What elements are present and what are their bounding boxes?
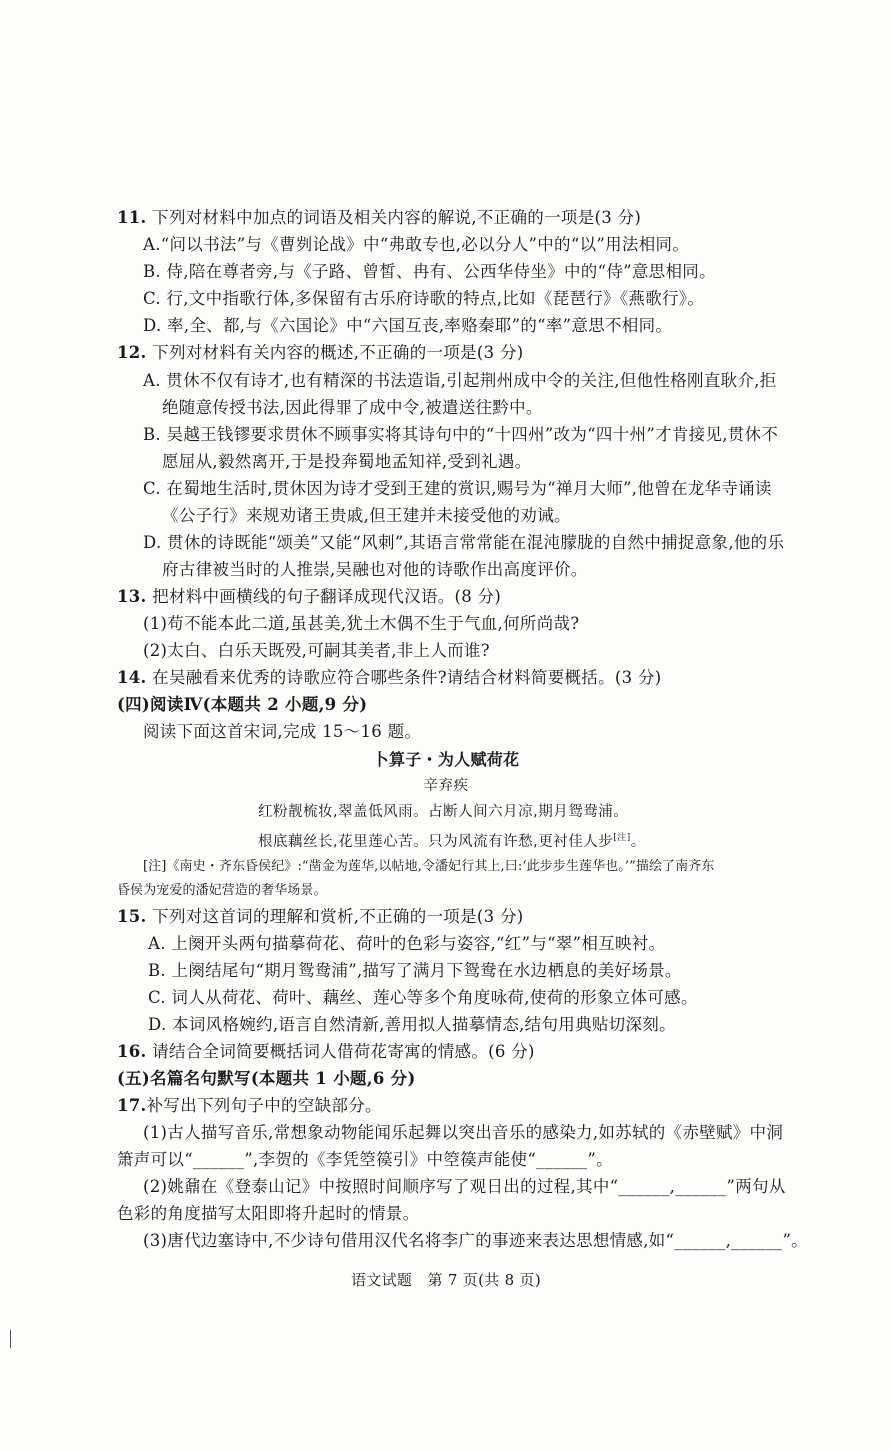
question-11-option-b: B. 侍,陪在尊者旁,与《子路、曾皙、冉有、公西华侍坐》中的“侍”意思相同。: [143, 262, 716, 281]
question-11-option-a: A.“问以书法”与《曹刿论战》中“弗敢专也,必以分人”中的“以”用法相同。: [143, 235, 690, 254]
question-12-option-b-line2: 愿屈从,毅然离开,于是投奔蜀地孟知祥,受到礼遇。: [162, 452, 532, 471]
question-16-stem: [117, 1042, 535, 1062]
question-12-option-a-line2: 绝随意传授书法,因此得罪了成中令,被遣送往黔中。: [162, 398, 543, 417]
question-14-number: 14.: [117, 668, 147, 687]
question-12-option-d-line1: D. 贯休的诗既能“颂美”又能“风刺”,其语言常常能在混沌朦胧的自然中捕捉意象,他的乐: [143, 533, 785, 552]
page-footer: 语文试题 第 7 页(共 8 页): [351, 1271, 541, 1289]
question-12-option-c-line1: C. 在蜀地生活时,贯休因为诗才受到王建的赏识,赐号为“禅月大师”,他曾在龙华寺诵读: [143, 479, 772, 498]
question-17-text: 补写出下列句子中的空缺部分。: [146, 1096, 382, 1115]
question-13-sentence-2: (2)太白、白乐天既殁,可嗣其美者,非上人而谁?: [143, 641, 490, 660]
question-12-option-c-line2: 《公子行》来规劝诸王贵戚,但王建并未接受他的劝诫。: [162, 506, 571, 525]
question-12-stem: [117, 343, 524, 363]
question-15-text: 下列对这首词的理解和赏析,不正确的一项是(3 分): [152, 907, 524, 926]
question-15-option-b: B. 上阕结尾句“期月鸳鸯浦”,描写了满月下鸳鸯在水边栖息的美好场景。: [148, 961, 682, 980]
poem-note-line-1: [注]《南史・齐东昏侯纪》:“凿金为莲华,以帖地,令潘妃行其上,曰:‘此步步生莲华也。’”描绘了南齐东: [143, 859, 715, 874]
poem-note-marker: [注]: [613, 833, 631, 843]
question-11-option-c: C. 行,文中指歌行体,多保留有古乐府诗歌的特点,比如《琵琶行》《燕歌行》。: [143, 289, 705, 308]
poem-line-1: 红粉靓梳妆,翠盖低风雨。占断人间六月凉,期月鸳鸯浦。: [258, 804, 629, 820]
poem-note-line-2: 昏侯为宠爱的潘妃营造的奢华场景。: [117, 883, 327, 898]
scan-edge-mark: [10, 1330, 11, 1348]
question-11-text: 下列对材料中加点的词语及相关内容的解说,不正确的一项是(3 分): [152, 208, 642, 227]
question-13-sentence-1: (1)苟不能本此二道,虽甚美,犹土木偶不生于气血,何所尚哉?: [143, 614, 580, 633]
question-17-stem: [117, 1096, 382, 1116]
question-17-number: 17.: [117, 1096, 147, 1115]
section-4-title: (四)阅读Ⅳ(本题共 2 小题,9 分): [117, 695, 368, 714]
question-15-option-c: C. 词人从荷花、荷叶、藕丝、莲心等多个角度咏荷,使荷的形象立体可感。: [148, 988, 698, 1007]
question-15-option-a: A. 上阕开头两句描摹荷花、荷叶的色彩与姿容,“红”与“翠”相互映衬。: [148, 934, 666, 953]
question-14-text: 在吴融看来优秀的诗歌应符合哪些条件?请结合材料简要概括。(3 分): [152, 668, 662, 687]
question-11-option-d: D. 率,全、都,与《六国论》中“六国互丧,率赂秦耶”的“率”意思不相同。: [143, 316, 673, 335]
question-17-part-2-line2: 色彩的角度描写太阳即将升起时的情景。: [117, 1204, 420, 1223]
question-11-stem: [117, 208, 641, 228]
question-12-text: 下列对材料有关内容的概述,不正确的一项是(3 分): [152, 343, 524, 362]
poem-author: 辛弃疾: [423, 778, 469, 794]
question-12-option-a-line1: A. 贯休不仅有诗才,也有精深的书法造诣,引起荆州成中令的关注,但他性格刚直耿介,拒: [143, 371, 777, 390]
question-15-number: 15.: [117, 907, 147, 926]
question-15-stem: [117, 907, 524, 927]
question-12-number: 12.: [117, 343, 147, 362]
question-17-part-2-line1: (2)姚鼐在《登泰山记》中按照时间顺序写了观日出的过程,其中“______,______”两句从: [143, 1177, 786, 1196]
question-11-number: 11.: [117, 208, 147, 227]
poem-line-2: 根底藕丝长,花里莲心苦。只为风流有许愁,更衬佳人步[注]。: [258, 833, 646, 850]
question-17-part-1-line1: (1)古人描写音乐,常想象动物能闻乐起舞以突出音乐的感染力,如苏轼的《赤壁赋》中洞: [143, 1123, 784, 1142]
poem-line-2-text: 根底藕丝长,花里莲心苦。只为风流有许愁,更衬佳人步: [258, 833, 614, 850]
section-5-title: (五)名篇名句默写(本题共 1 小题,6 分): [117, 1069, 416, 1088]
question-16-text: 请结合全词简要概括词人借荷花寄寓的情感。(6 分): [152, 1042, 535, 1061]
question-12-option-b-line1: B. 吴越王钱镠要求贯休不顾事实将其诗句中的“十四州”改为“四十州”才肯接见,贯休不: [143, 425, 779, 444]
question-13-stem: [117, 587, 501, 607]
question-14-stem: [117, 668, 662, 688]
section-4-instruction: 阅读下面这首宋词,完成 15～16 题。: [143, 722, 422, 741]
question-13-number: 13.: [117, 587, 147, 606]
question-17-part-1-line2: 箫声可以“______”,李贺的《李凭箜篌引》中箜篌声能使“______”。: [117, 1150, 613, 1169]
question-16-number: 16.: [117, 1042, 147, 1061]
question-13-text: 把材料中画横线的句子翻译成现代汉语。(8 分): [152, 587, 502, 606]
question-12-option-d-line2: 府古律被当时的人推崇,吴融也对他的诗歌作出高度评价。: [162, 560, 588, 579]
question-17-part-3: (3)唐代边塞诗中,不少诗句借用汉代名将李广的事迹来表达思想情感,如“______,______”。: [143, 1231, 808, 1250]
question-15-option-d: D. 本词风格婉约,语言自然清新,善用拟人描摹情态,结句用典贴切深刻。: [148, 1015, 676, 1034]
poem-title: 卜算子・为人赋荷花: [372, 750, 520, 769]
